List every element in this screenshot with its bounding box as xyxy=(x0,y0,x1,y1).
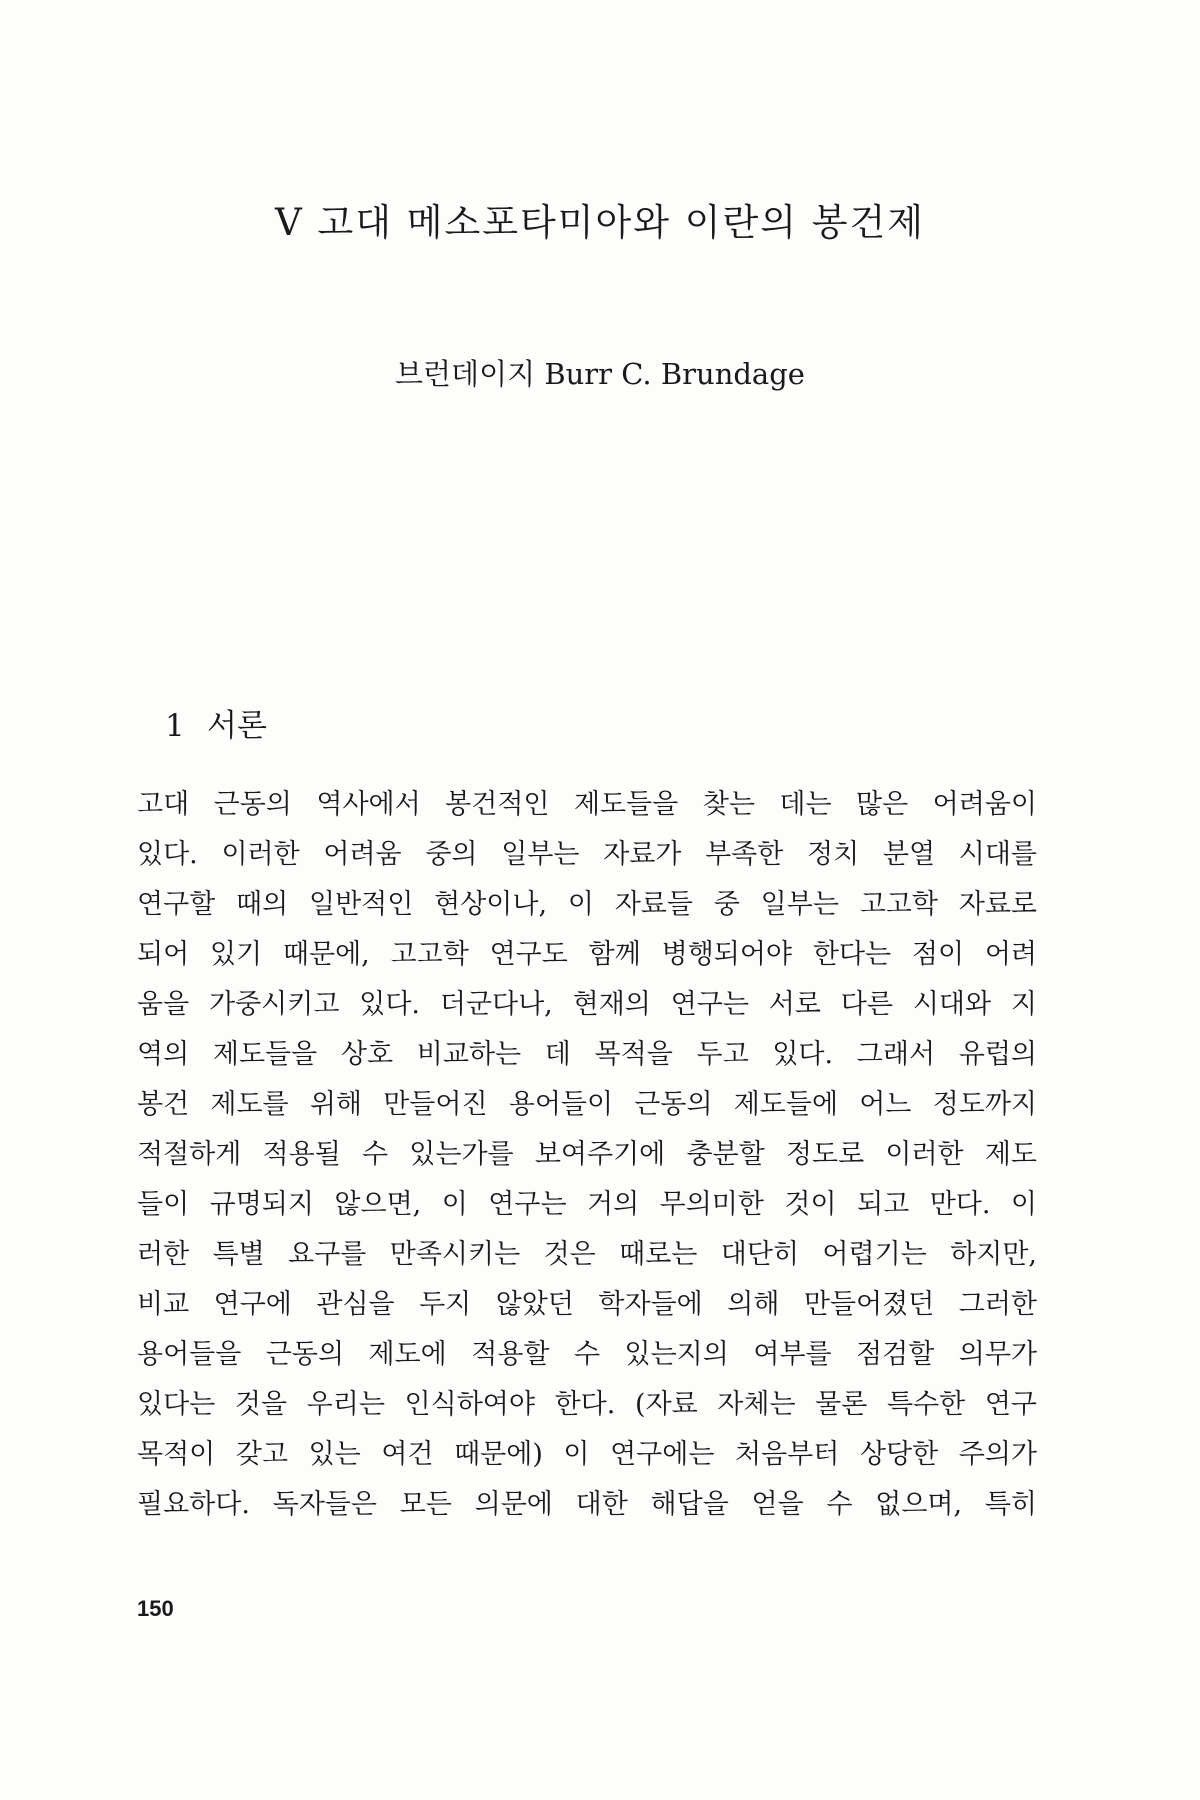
section-number: 1 xyxy=(165,708,185,744)
text-line: 연구할 때의 일반적인 현상이나, 이 자료들 중 일부는 고고학 자료로 xyxy=(137,889,1037,920)
section-heading xyxy=(165,700,267,745)
text-line: 필요하다. 독자들은 모든 의문에 대한 해답을 얻을 수 없으며, 특히 xyxy=(137,1489,1037,1520)
page-number: 150 xyxy=(137,1596,174,1621)
section-title: 서론 xyxy=(207,708,267,744)
text-line: 봉건 제도를 위해 만들어진 용어들이 근동의 제도들에 어느 정도까지 xyxy=(137,1089,1037,1120)
text-line: 고대 근동의 역사에서 봉건적인 제도들을 찾는 데는 많은 어려움이 xyxy=(137,789,1037,820)
text-line: 비교 연구에 관심을 두지 않았던 학자들에 의해 만들어졌던 그러한 xyxy=(137,1289,1037,1320)
text-line: 러한 특별 요구를 만족시키는 것은 때로는 대단히 어렵기는 하지만, xyxy=(137,1239,1037,1270)
text-line: 있다는 것을 우리는 인식하여야 한다. (자료 자체는 물론 특수한 연구 xyxy=(137,1389,1037,1420)
text-line: 되어 있기 때문에, 고고학 연구도 함께 병행되어야 한다는 점이 어려 xyxy=(137,939,1037,970)
text-line: 있다. 이러한 어려움 중의 일부는 자료가 부족한 정치 분열 시대를 xyxy=(137,839,1037,870)
text-line: 적절하게 적용될 수 있는가를 보여주기에 충분할 정도로 이러한 제도 xyxy=(137,1139,1037,1170)
author-name: 브런데이지 Burr C. Brundage xyxy=(395,357,805,391)
text-line: 역의 제도들을 상호 비교하는 데 목적을 두고 있다. 그래서 유럽의 xyxy=(137,1039,1037,1070)
text-line: 움을 가중시키고 있다. 더군다나, 현재의 연구는 서로 다른 시대와 지 xyxy=(137,989,1037,1020)
body-paragraph xyxy=(137,780,1037,1530)
text-line: 들이 규명되지 않으면, 이 연구는 거의 무의미한 것이 되고 만다. 이 xyxy=(137,1189,1037,1220)
text-line: 목적이 갖고 있는 여건 때문에) 이 연구에는 처음부터 상당한 주의가 xyxy=(137,1439,1037,1470)
chapter-title: V 고대 메소포타미아와 이란의 봉건제 xyxy=(275,201,925,244)
text-line: 용어들을 근동의 제도에 적용할 수 있는지의 여부를 점검할 의무가 xyxy=(137,1339,1037,1370)
